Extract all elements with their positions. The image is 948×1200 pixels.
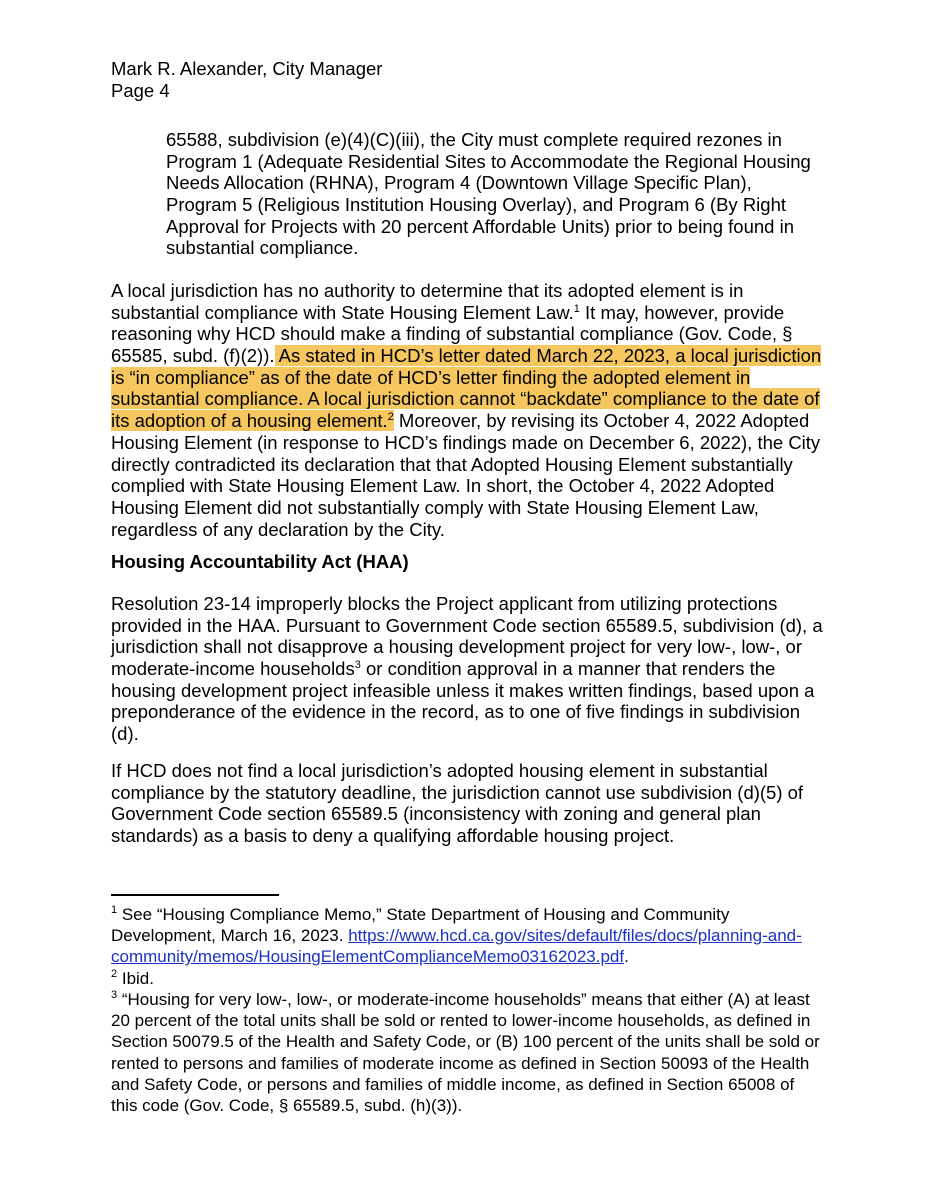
text-line: housing development project infeasible unless it makes written findings, based upon a xyxy=(111,679,815,701)
footnote-divider xyxy=(111,894,279,896)
paragraph-substantial-compliance xyxy=(111,280,847,540)
footnote-1 xyxy=(111,904,851,968)
text-segment: Development, March 16, 2023. xyxy=(111,926,349,946)
text-line: Approval for Projects with 20 percent Affordable Units) prior to being found in xyxy=(166,215,794,237)
text-line: substantial compliance. xyxy=(166,237,359,259)
text-line: Section 50079.5 of the Health and Safety Code, or (B) 100 percent of the units shall be sold or xyxy=(111,1032,820,1052)
paragraph-resolution xyxy=(111,593,847,745)
text-line: Program 1 (Adequate Residential Sites to Accommodate the Regional Housing xyxy=(166,150,811,172)
text-line: directly contradicted its declaration that that Adopted Housing Element substantially xyxy=(111,453,793,475)
highlighted-text: As stated in HCD’s letter dated March 22, 2023, a local jurisdiction xyxy=(274,345,822,367)
footnote-3 xyxy=(111,989,851,1116)
text-segment: It may, however, provide xyxy=(579,301,785,323)
text-segment: 65585, subd. (f)(2)). xyxy=(111,345,275,367)
text-segment: See “Housing Compliance Memo,” State Department of Housing and Community xyxy=(117,905,730,924)
text-segment: . xyxy=(624,947,629,967)
text-line xyxy=(111,968,851,989)
text-line: (d). xyxy=(111,723,139,745)
text-line xyxy=(111,388,847,410)
footnote-ref-2: 2 xyxy=(387,411,394,424)
paragraph-statutory-deadline xyxy=(111,760,847,847)
footnote-ref-1: 1 xyxy=(573,302,580,315)
highlighted-text: is “in compliance” as of the date of HCD’s letter finding the adopted element in xyxy=(111,366,751,388)
text-line xyxy=(111,658,847,680)
text-segment: or condition approval in a manner that renders the xyxy=(360,658,776,680)
text-line: preponderance of the evidence in the record, as to one of five findings in subdivision xyxy=(111,701,801,723)
header-page-number: Page 4 xyxy=(111,80,170,101)
footnote-number: 3 xyxy=(111,989,118,1001)
text-segment: substantial compliance with State Housing Element Law. xyxy=(111,301,574,323)
text-line: If HCD does not find a local jurisdiction’s adopted housing element in substantial xyxy=(111,760,768,781)
text-line: this code (Gov. Code, § 65589.5, subd. (h)(3)). xyxy=(111,1095,463,1115)
text-segment: its adoption of a housing element. xyxy=(111,410,388,432)
text-line xyxy=(111,302,847,324)
text-line: Housing Element did not substantially comply with State Housing Element Law, xyxy=(111,496,759,518)
text-line: A local jurisdiction has no authority to determine that its adopted element is in xyxy=(111,280,744,301)
text-line xyxy=(111,410,847,432)
text-line xyxy=(111,904,851,925)
text-line: 20 percent of the total units shall be sold or rented to lower-income households, as defined in xyxy=(111,1011,811,1031)
text-line: compliance by the statutory deadline, the jurisdiction cannot use subdivision (d)(5) of xyxy=(111,781,804,803)
text-line xyxy=(111,946,851,967)
text-segment: Moreover, by revising its October 4, 2022 Adopted xyxy=(393,410,810,432)
text-line xyxy=(111,345,847,367)
text-line: complied with State Housing Element Law. In short, the October 4, 2022 Adopted xyxy=(111,475,775,497)
paragraph-rezones xyxy=(166,129,846,259)
highlighted-text xyxy=(111,410,394,431)
footnote-number: 2 xyxy=(111,968,118,980)
text-line: rented to persons and families of moderate income as defined in Section 50093 of the Health xyxy=(111,1053,810,1073)
text-line: Resolution 23-14 improperly blocks the Project applicant from utilizing protections xyxy=(111,593,778,614)
highlighted-text: substantial compliance. A local jurisdiction cannot “backdate” compliance to the date of xyxy=(111,388,820,410)
text-line: 65588, subdivision (e)(4)(C)(iii), the City must complete required rezones in xyxy=(166,129,782,150)
text-line: jurisdiction shall not disapprove a housing development project for very low-, low-, or xyxy=(111,636,803,658)
text-line xyxy=(111,925,851,946)
section-heading-haa: Housing Accountability Act (HAA) xyxy=(111,551,409,572)
text-line: reasoning why HCD should make a finding of substantial compliance (Gov. Code, § xyxy=(111,323,793,345)
text-line: Government Code section 65589.5 (inconsistency with zoning and general plan xyxy=(111,803,761,825)
memo-link-continued[interactable]: community/memos/HousingElementComplianceMemo03162023.pdf xyxy=(111,947,625,967)
text-line: and Safety Code, or persons and families of middle income, as defined in Section 65008 of xyxy=(111,1074,795,1094)
footnote-ref-3: 3 xyxy=(354,659,361,672)
memo-link[interactable]: https://www.hcd.ca.gov/sites/default/files/docs/planning-and- xyxy=(348,926,802,946)
text-line: standards) as a basis to deny a qualifying affordable housing project. xyxy=(111,825,675,847)
text-segment: Ibid. xyxy=(117,969,154,988)
text-line: Housing Element (in response to HCD’s findings made on December 6, 2022), the City xyxy=(111,431,821,453)
text-line: Needs Allocation (RHNA), Program 4 (Downtown Village Specific Plan), xyxy=(166,172,752,194)
text-line: regardless of any declaration by the City. xyxy=(111,518,445,540)
footnote-2 xyxy=(111,968,851,989)
text-segment: moderate-income households xyxy=(111,658,355,680)
text-line: provided in the HAA. Pursuant to Government Code section 65589.5, subdivision (d), a xyxy=(111,614,823,636)
text-segment: “Housing for very low-, low-, or moderate-income households” means that either (A) at least xyxy=(117,990,810,1009)
text-line: Program 5 (Religious Institution Housing Overlay), and Program 6 (By Right xyxy=(166,194,787,216)
footnote-number: 1 xyxy=(111,904,118,916)
header-addressee: Mark R. Alexander, City Manager xyxy=(111,58,383,79)
text-line xyxy=(111,989,851,1010)
text-line xyxy=(111,367,847,389)
